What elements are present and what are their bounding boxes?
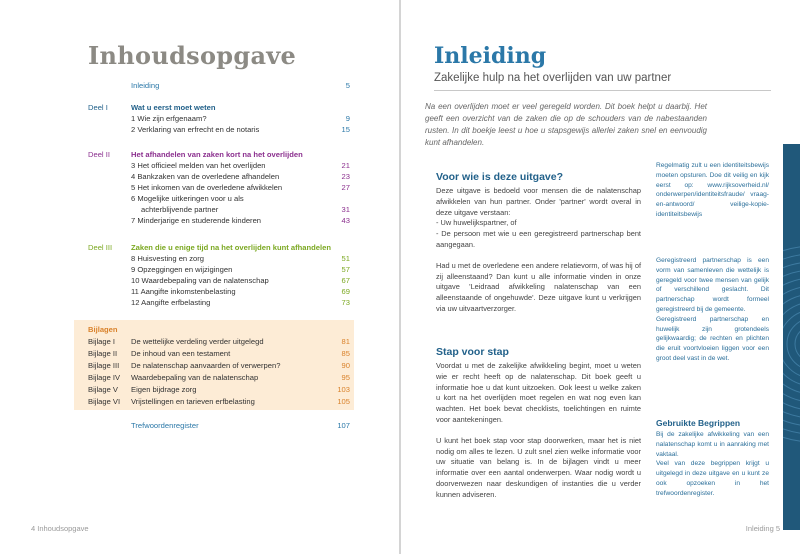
page-footer-right: Inleiding 5 [745,524,780,533]
list-item: - Uw huwelijkspartner, of [436,218,517,228]
sidebar-note: Regelmatig zult u een identiteitsbewijs moeten opsturen. Doe dit veilig en kijk eerst op: www.rijksoverheid.nl/ onderwerpen/identiteitsfraude/ vraag-en-antwoord/ veilige-kopie-identiteitsbewijs [656,162,769,218]
toc-page: 73 [341,298,350,307]
deel-label: Deel II [88,150,110,159]
toc-page: 31 [341,205,350,214]
toc-page: 5 [345,81,350,90]
sidebar-note [656,430,769,499]
toc-label: 7 Minderjarige en studerende kinderen [131,216,262,225]
toc-label: 10 Waardebepaling van de nalatenschap [131,276,269,285]
intro-paragraph: Na een overlijden moet er veel geregeld worden. Dit boek helpt u daarbij. Het geeft een overzicht van de zaken die op de schouders van de nabestaanden rusten. In dit boekje leest u hoe u stapsgewijs allerlei zaken snel en eenvoudig kunt afhandelen. [425,102,707,147]
toc-title: Inhoudsopgave [88,41,297,70]
toc-label: Trefwoordenregister [131,421,199,430]
section-body [436,186,641,315]
toc-label: Vrijstellingen en tarieven erfbelasting [131,397,255,406]
sidebar-paragraph: Veel van deze begrippen krijgt u uitgelegd in deze uitgave en u kunt ze ook opzoeken in het trefwoordenregister. [656,460,769,497]
toc-page: 95 [341,373,350,382]
bijlage-label: Bijlage V [88,385,118,394]
toc-label: Waardebepaling van de nalatenschap [131,373,259,382]
toc-label: 9 Opzeggingen en wijzigingen [131,265,233,274]
sidebar-heading: Gebruikte Begrippen [656,418,741,428]
toc-label: Inleiding [131,81,160,90]
toc-page: 51 [341,254,350,263]
page-title: Inleiding [434,43,547,69]
toc-page: 107 [337,421,350,430]
bijlage-label: Bijlage VI [88,397,121,406]
bijlage-label: Bijlage II [88,349,118,358]
toc-label: 2 Verklaring van erfrecht en de notaris [131,125,260,134]
page-subtitle: Zakelijke hulp na het overlijden van uw partner [434,72,672,84]
bijlage-label: Bijlage IV [88,373,121,382]
paragraph: Had u met de overledene een andere relatievorm, of was hij of zij alleenstaand? Dan kunt u alle informatie vinden in onze uitgave 'Leidraad afwikkeling nalatenschap van een alleenstaande of ongehuwde'. Deze uitgave kunt u verkrijgen via uw uitvaartverzorger. [436,260,641,313]
page-footer-left: 4 Inhoudsopgave [31,524,89,533]
tab-pattern [783,144,800,530]
toc-label: 6 Mogelijke uitkeringen voor u als [131,194,244,203]
section-title: Voor wie is deze uitgave? [436,171,564,183]
toc-label: 4 Bankzaken van de overledene afhandelen [131,172,280,181]
toc-label: De nalatenschap aanvaarden of verwerpen? [131,361,281,370]
bijlagen-title: Bijlagen [88,325,118,334]
section-body [436,361,641,501]
toc-page: 27 [341,183,350,192]
toc-label: 8 Huisvesting en zorg [131,254,205,263]
toc-page: 105 [337,397,350,406]
toc-label: Eigen bijdrage zorg [131,385,197,394]
toc-page: 90 [341,361,350,370]
toc-label: 12 Aangifte erfbelasting [131,298,211,307]
list-item: - De persoon met wie u een geregistreerd partnerschap bent aangegaan. [436,229,641,249]
toc-page: 9 [345,114,350,123]
toc-label: 3 Het officieel melden van het overlijden [131,161,266,170]
paragraph: U kunt het boek stap voor stap doorwerken, maar het is niet nodig om alles te lezen. U zult snel zien welke informatie voor uw situatie van belang is. In de bijlagen vindt u meer informatie over een aantal onderwerpen. Waar nodig wordt u doorverwezen naar deskundigen of instanties die u verder kunnen adviseren. [436,435,641,499]
deel-label: Deel III [88,243,113,252]
sidebar-paragraph: Bij de zakelijke afwikkeling van een nalatenschap komt u in aanraking met vaktaal. [656,431,769,458]
deel-title: Het afhandelen van zaken kort na het overlijden [131,150,303,159]
toc-label: 1 Wie zijn erfgenaam? [131,114,207,123]
toc-label: De inhoud van een testament [131,349,231,358]
section-tab [783,144,800,530]
deel-label: Deel I [88,103,108,112]
toc-page: 85 [341,349,350,358]
deel-title: Zaken die u enige tijd na het overlijden kunt afhandelen [131,243,332,252]
toc-page: 103 [337,385,350,394]
sidebar-note [656,256,769,364]
toc-page: 69 [341,287,350,296]
paragraph: Deze uitgave is bedoeld voor mensen die de nalatenschap afwikkelen van hun partner. Onder 'partner' wordt overal in deze uitgave verstaan: [436,186,641,217]
toc-page: 81 [341,337,350,346]
section-title: Stap voor stap [436,346,509,358]
toc-label: 11 Aangifte inkomstenbelasting [131,287,236,296]
left-page [0,0,399,554]
toc-label: achterblijvende partner [141,205,219,214]
toc-page: 43 [341,216,350,225]
sidebar-paragraph: Geregistreerd partnerschap is een vorm van samenleven die wettelijk is geregeld voor twee mensen van gelijk of verschillend geslacht. Dit partnerschap wordt formeel geregistreerd bij de gemeente. [656,257,769,313]
right-page [401,0,800,554]
sidebar-paragraph: Geregistreerd partnerschap en huwelijk zijn grotendeels gelijkwaardig; de rechten en plichten die eruit voortvloeien liggen voor een groot deel vast in de wet. [656,315,769,362]
toc-page: 67 [341,276,350,285]
bijlage-label: Bijlage I [88,337,116,346]
toc-label: De wettelijke verdeling verder uitgelegd [131,337,264,346]
toc-page: 57 [341,265,350,274]
toc-page: 23 [341,172,350,181]
toc-label: 5 Het inkomen van de overledene afwikkelen [131,183,283,192]
toc-page: 21 [341,161,350,170]
divider [434,90,771,91]
toc-page: 15 [341,125,350,134]
paragraph: Voordat u met de zakelijke afwikkeling begint, moet u weten wie er recht heeft op de nalatenschap. Dit boek geeft u informatie hoe u dat kunt uitzoeken. Ook leest u welke zaken u kort na het overlijden moet regelen en wat nog even kan wachten. Het boek bevat checklists, toelichtingen en ruimte voor aantekeningen. [436,361,641,424]
bijlage-label: Bijlage III [88,361,120,370]
deel-title: Wat u eerst moet weten [131,103,216,112]
